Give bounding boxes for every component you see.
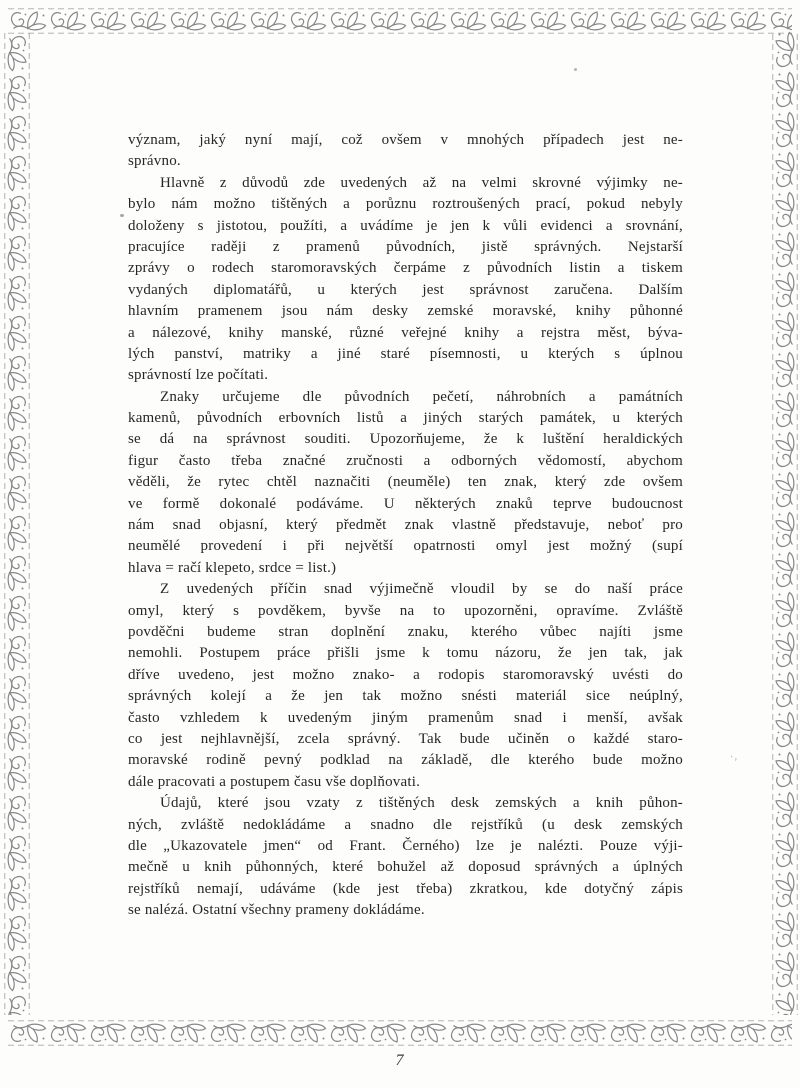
text-line: mečně u knih půhonných, které bohužel až doposud správných a úplných	[128, 859, 683, 876]
text-line: ných, zvláště nedokládáme a snadno dle rejstříků (u desk zemských	[128, 816, 683, 833]
text-line: ve formě dokonalé podáváme. U některých znaků teprve budoucnost	[128, 495, 683, 512]
paragraph	[128, 793, 683, 921]
text-line: dále pracovati a postupem času vše doplňovati.	[128, 773, 421, 790]
ornament-border-top-icon	[8, 8, 792, 34]
text-block	[128, 130, 683, 921]
text-line: figur často třeba značné zručnosti a odborných vědomostí, abychom	[128, 452, 683, 469]
text-line: pracujíce raději z pramenů původních, jistě správných. Nejstarší	[128, 238, 683, 255]
text-line: doloženy s jistotou, použíti, a uvádíme je jen k vůli evidenci a srovnání,	[128, 217, 683, 234]
text-line: rejstříků nemají, udáváme (kde jest třeba) zkratkou, kde dotyčný zápis	[128, 880, 683, 897]
text-line: Údajů, které jsou vzaty z tištěných desk zemských a knih půhon-	[160, 795, 683, 812]
scan-artifact	[120, 214, 124, 217]
text-line: omyl, který s povděkem, byvše na to upozorněni, opravíme. Zvláště	[128, 602, 683, 619]
text-line: zprávy o rodech staromoravských čerpáme z původních listin a tiskem	[128, 260, 683, 277]
text-line: význam, jaký nyní mají, což ovšem v mnohých případech jest ne-	[128, 132, 683, 148]
text-line: moravské rodině pevný podklad na základě, dle kterého bude možno	[128, 752, 683, 769]
text-line: se dá na správnost souditi. Upozorňujeme, že k luštění heraldických	[128, 431, 683, 448]
paragraph	[128, 173, 683, 387]
scan-artifact: ·,	[728, 749, 739, 764]
ornament-border-left-icon	[4, 33, 30, 1015]
text-line: vydaných diplomatářů, u kterých jest správnost zaručena. Dalším	[128, 281, 683, 298]
text-line: správných kolejí a že jen tak možno snésti materiál sice neúplný,	[128, 688, 683, 705]
text-line: povděčni budeme stran doplnění znaku, kterého vůbec najíti jsme	[128, 623, 683, 640]
text-line: správností lze počítati.	[128, 367, 269, 384]
text-line: dříve uvedeno, jest možno znako- a rodopis staromoravský uvésti do	[128, 666, 683, 683]
scan-artifact	[574, 68, 577, 71]
text-line: nemohli. Postupem práce přišli jsme k tomu názoru, že jen tak, jak	[128, 645, 683, 662]
text-line: nám snad objasní, který předmět znak vlastně představuje, neboť pro	[128, 517, 683, 534]
text-line: hlavním pramenem jsou nám desky zemské moravské, knihy půhonné	[128, 303, 683, 320]
text-line: Znaky určujeme dle původních pečetí, náhrobních a památních	[160, 388, 683, 405]
text-line: Z uvedených příčin snad výjimečně vloudil by se do naší práce	[160, 581, 683, 598]
text-line: neumělé provedení i při největší opatrnosti omyl jest možný (supí	[128, 538, 683, 555]
text-line: bylo nám možno tištěných a porůznu roztroušených prací, pokud nebyly	[128, 196, 683, 213]
text-line: lých panství, matriky a jiné staré písemnosti, u kterých s úplnou	[128, 345, 683, 362]
text-line: hlava = račí klepeto, srdce = list.)	[128, 559, 337, 576]
paragraph	[128, 579, 683, 793]
text-line: se nalézá. Ostatní všechny prameny dokládáme.	[128, 902, 425, 919]
text-line: a nálezové, knihy manské, různé veřejné knihy a rejstra měst, býva-	[128, 324, 683, 341]
text-line: Hlavně z důvodů zde uvedených až na velmi skrovné výjimky ne-	[160, 174, 683, 191]
text-line: dle „Ukazovatele jmen“ od Frant. Černého) lze je nalézti. Pouze výji-	[128, 837, 683, 854]
paragraph	[128, 130, 683, 173]
text-line: co jest nejhlavnější, zcela správný. Tak bude učiněn o každé staro-	[128, 730, 683, 747]
text-line: věděli, že rytec chtěl naznačiti (neuměle) ten znak, který zde ovšem	[128, 474, 683, 491]
ornament-border-right-icon	[772, 30, 798, 1015]
text-line: správno.	[128, 153, 181, 170]
text-line: často vzhledem k uvedeným jiným pramenům snad i menší, avšak	[128, 709, 683, 726]
paragraph	[128, 387, 683, 580]
page-number: 7	[395, 1052, 405, 1069]
text-line: kamenů, původních erbovních listů a jiných starých památek, u kterých	[128, 410, 683, 427]
ornament-border-bottom-icon	[8, 1020, 792, 1046]
